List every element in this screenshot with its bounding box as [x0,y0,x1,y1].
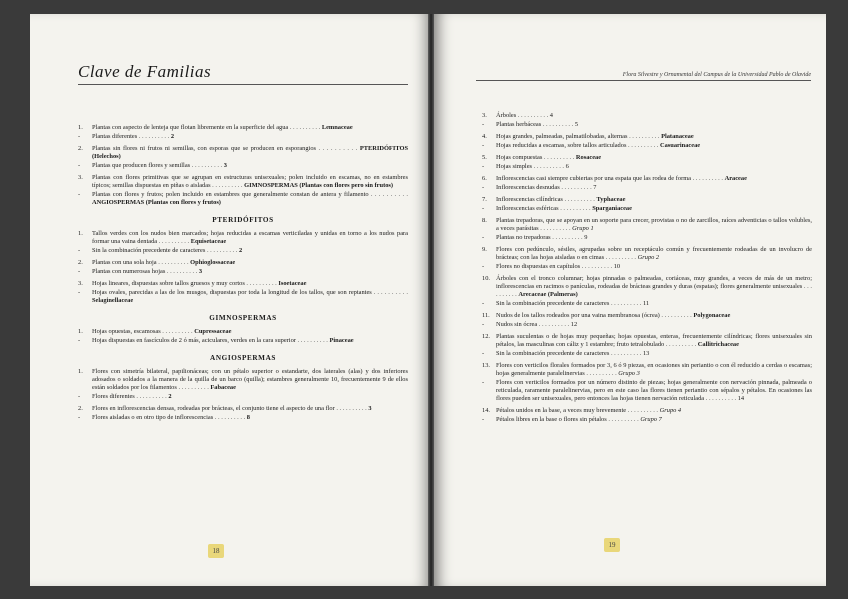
key-entry-description: Plantas con flores y frutos; polen incluido en estambres que generalmente constan de antera y filamento [92,191,369,198]
key-entry-number: 12. [482,333,490,340]
dot-leader: . . . . . . . . . . [190,162,224,169]
key-entry [78,328,408,336]
key-entry-result: Grupo 1 [572,225,594,232]
key-entry-text [496,112,812,120]
key-entry-description: Plantas trepadoras, que se apoyan en un soporte para crecer, provistas o no de zarcillos, raíces adventicias o tallos volubles, a veces parásitas [496,217,812,232]
dot-leader: . . . . . . . . . . [137,133,171,140]
key-entry-number: - [78,289,81,296]
left-page-body [78,124,408,423]
section-title-angiospermas: ANGIOSPERMAS [210,354,276,362]
key-entry-number: - [78,393,81,400]
dot-leader: . . . . . . . . . . [134,393,169,400]
key-entry [78,337,408,345]
key-entry [78,230,408,246]
key-entry-description: Hojas simples [496,163,533,170]
key-entry [482,133,812,141]
key-entry-number: 3. [78,174,83,181]
key-entry-result: Arecaceae (Palmeras) [518,291,578,298]
key-entry-description: Inflorescencias esféricas [496,205,559,212]
key-entry-description: Pétalos libres en la base o flores sin pétalos [496,416,607,423]
key-entry-text [496,312,812,320]
key-entry [78,162,408,170]
dot-leader: . . . . . . . . . . [580,263,614,270]
key-entry-number: - [482,163,485,170]
key-entries-right [482,112,812,424]
key-entry-number: 11. [482,312,490,319]
dot-leader: . . . . . . . . . . [516,112,550,119]
key-entry-description: Plantas diferentes [92,133,138,140]
key-entry-result: 3 [198,268,203,275]
key-entry-text [496,416,812,424]
key-entry-result: Rosaceae [575,154,602,161]
dot-leader: . . . . . . . . . . [559,184,594,191]
key-entry-description: Nudos de los tallos rodeados por una vaina membranosa (ócrea) [496,312,660,319]
key-entry-result: PTERIDÓFITOS (Helechos) [92,145,408,160]
key-entry-number: - [78,162,81,169]
dot-leader: . . . . . . . . . . [537,321,571,328]
key-entries-gimnospermas [78,328,408,345]
key-entry [78,414,408,422]
dot-leader: . . . . . . . . . . [664,341,698,348]
key-entry [482,217,812,233]
key-entry-result: Polygonaceae [693,312,731,319]
right-page-body [482,112,812,425]
key-entry-text [496,196,812,204]
key-entry-text [496,275,812,299]
key-entry-text [92,280,408,288]
key-entry [78,191,408,207]
dot-leader: . . . . . . . . . . [558,205,593,212]
key-entry [482,196,812,204]
key-entry-text [92,337,408,345]
key-entry-text [496,246,812,262]
key-entry-text [496,379,812,403]
dot-leader: . . . . . . . . . . [627,133,662,140]
key-entry-description: Plantas no trepadoras [496,234,551,241]
key-entry [482,312,812,320]
key-entry-result: Grupo 2 [637,254,660,261]
key-entry-number: 13. [482,362,490,369]
key-entry-result: Callitrichaceae [697,341,739,348]
key-entry-description: Hojas lineares, dispuestas sobre tallos gruesos y muy cortos [92,280,245,287]
key-entry-result: Platanaceae [661,133,694,140]
key-entry-number: 2. [78,259,83,266]
key-entry-text [92,289,408,305]
key-entry [78,405,408,413]
key-entry-description: Flores no dispuestas en capítulos [496,263,581,270]
key-entry-result: Grupo 4 [659,407,682,414]
key-entry-result: Araceae [724,175,747,182]
key-entry [482,416,812,424]
key-entry-text [92,145,408,161]
key-entry-description: Nudos sin ócrea [496,321,538,328]
key-entry-description: Plantas con numerosas hojas [92,268,166,275]
dot-leader: . . . . . . . . . . [334,405,369,412]
key-entry-result: 4 [549,112,553,119]
key-entry-number: 2. [78,405,83,412]
dot-leader: . . . . . . . . . . [704,395,738,402]
key-entry-text [496,184,812,192]
key-entry-result: GIMNOSPERMAS (Plantas con flores pero sin frutos) [244,182,394,189]
key-entry-text [496,217,812,233]
key-entry-description: Flores diferentes [92,393,135,400]
key-entry [482,142,812,150]
right-page-header: Flora Silvestre y Ornamental del Campus de la Universidad Pablo de Olavide [476,72,811,81]
key-entry [482,112,812,120]
key-entry-number: - [482,300,485,307]
key-entry-description: Sin la combinación precedente de caracteres [92,247,206,254]
key-entry-text [92,162,408,170]
dot-leader: . . . . . . . . . . [606,416,641,423]
key-entry-number: 10. [482,275,490,282]
dot-leader: . . . . . . . . . . [156,259,191,266]
key-entry-number: 14. [482,407,490,414]
key-entry-text [92,230,408,246]
right-page [434,14,826,586]
key-entry-result: 2 [170,133,175,140]
key-entry-description: Plantas que producen flores y semillas [92,162,191,169]
key-entry-number: 8. [482,217,487,224]
key-entry-result: Ophioglossaceae [190,259,236,266]
key-entry [78,247,408,255]
key-entry [78,289,408,305]
key-entry [482,205,812,213]
key-entry [482,300,812,308]
key-entry-text [92,268,408,276]
key-entry-result: Sparganiaceae [592,205,632,212]
key-entry-result: Isoetaceae [278,280,307,287]
key-entry-number: - [482,416,485,423]
key-entry-text [92,124,408,132]
dot-leader: . . . . . . . . . . [626,142,660,149]
key-entry-text [92,174,408,190]
key-entry-description: Inflorescencias cilíndricas [496,196,563,203]
key-entry [482,175,812,183]
dot-leader: . . . . . . . . . . [205,247,239,254]
dot-leader: . . . . . . . . . . [542,154,576,161]
key-entry-number: 3. [78,280,83,287]
page-number-right: 19 [604,538,620,552]
dot-leader: . . . . . . . . . . [609,350,643,357]
key-entry-text [496,333,812,349]
key-entry-result: 12 [570,321,578,328]
key-entry-text [92,368,408,392]
dot-leader: . . . . . . . . . . [541,121,575,128]
key-entry-description: Inflorescencias casi siempre cubiertas por una espata que las rodea de forma [496,175,692,182]
key-entry-number: 5. [482,154,487,161]
key-entry [78,268,408,276]
dot-leader: . . . . . . . . . . [371,289,409,296]
key-entry-result: 14 [737,395,745,402]
dot-leader: . . . . . . . . . . [609,300,643,307]
key-entry-description: Tallos verdes con los nudos bien marcados; hojas reducidas a escamas verticiladas y unidas en torno a los nudos para formar una vaina dentada [92,230,408,245]
key-entry-result: 11 [642,300,650,307]
key-entry [482,246,812,262]
key-entry [482,362,812,378]
key-entry-text [92,133,408,141]
key-entry-number: - [78,414,81,421]
key-entry-result: 6 [565,163,569,170]
key-entry-description: Pétalos unidos en la base, a veces muy brevemente [496,407,627,414]
key-entry-result: 2 [168,393,172,400]
page-number-left: 18 [208,544,224,558]
key-entry-result: Pinaceae [329,337,354,344]
key-entry [482,275,812,299]
key-entry-text [496,350,812,358]
key-entry-result: Grupo 7 [640,416,662,423]
dot-leader: . . . . . . . . . . [691,175,725,182]
key-entry-result: Equisetaceae [190,238,227,245]
key-entry [78,368,408,392]
key-entry-description: Sin la combinación precedente de caracteres [496,350,610,357]
dot-leader: . . . . . . . . . . [210,182,245,189]
section-title-gimnospermas: GIMNOSPERMAS [209,314,277,322]
key-entry-text [496,407,812,415]
dot-leader: . . . . . . . . . . [496,283,812,298]
key-entry-number: 2. [78,145,83,152]
key-entry [482,263,812,271]
key-entry-description: Plantas con una sola hoja [92,259,157,266]
key-entry-result: 3 [368,405,372,412]
dot-leader: . . . . . . . . . . [538,225,573,232]
key-entry-description: Hojas compuestas [496,154,543,161]
key-entry-description: Árboles [496,112,517,119]
key-entry-result: Cupressaceae [194,328,232,335]
key-entry-description: Plantas con aspecto de lenteja que flotan libremente en la superficie del agua [92,124,289,131]
key-entry-text [496,362,812,378]
dot-leader: . . . . . . . . . . [532,163,566,170]
dot-leader: . . . . . . . . . . [295,337,330,344]
section-title-pteridofitos: PTERIDÓFITOS [212,216,274,224]
key-entry-description: Plantas sin flores ni frutos ni semillas, con esporas que se producen en esporangios [92,145,317,152]
key-entry-number: - [482,184,485,191]
key-entry-number: 4. [482,133,487,140]
dot-leader: . . . . . . . . . . [604,254,638,261]
key-entry [78,133,408,141]
key-entry-description: Árboles con el tronco columnar; hojas pinnadas o palmeadas, coriáceas, muy grandes, a veces de más de un metro; inflorescencias en racimos o panículas, rodeadas de brácteas grandes y duras (espatas); flores generalmente unisexuales [496,275,812,290]
key-entry-text [92,328,408,336]
key-entry-description: Hojas dispuestas en fascículos de 2 ó más, aciculares, verdes en la cara superior [92,337,296,344]
key-entries-top [78,124,408,207]
key-entry-text [496,121,812,129]
left-page-header: Clave de Familias [78,62,408,85]
dot-leader: . . . . . . . . . . [176,384,211,391]
dot-leader: . . . . . . . . . . [157,238,191,245]
key-entry-description: Flores con pedúnculo, sésiles, agrupadas sobre un receptáculo común y frecuentemente rodeadas de un involucro de brácteas; con las hojas aisladas o en cimas [496,246,812,261]
key-entry-description: Inflorescencias desnudas [496,184,560,191]
key-entry [482,350,812,358]
dot-leader: . . . . . . . . . . [550,234,585,241]
key-entry [482,163,812,171]
dot-leader: . . . . . . . . . . [659,312,694,319]
key-entry-result: 3 [223,162,227,169]
key-entry-result: Fabaceae [210,384,236,391]
key-entry [78,174,408,190]
key-entry-text [92,247,408,255]
key-entry-number: - [78,133,81,140]
key-entry-text [92,414,408,422]
dot-leader: . . . . . . . . . . [316,145,360,152]
key-entry-number: - [482,121,485,128]
key-entry [482,121,812,129]
key-entry-result: 10 [613,263,621,270]
dot-leader: . . . . . . . . . . [626,407,660,414]
key-entry-description: Hojas grandes, palmeadas, palmatilobadas, alternas [496,133,628,140]
key-entry-description: Flores aisladas o en otro tipo de inflorescencias [92,414,214,421]
key-entry-number: - [78,268,81,275]
key-entry-result: 5 [574,121,579,128]
key-entry-description: Hojas ovales, parecidas a las de los musgos, dispuestas por toda la longitud de los tallos, que son reptantes [92,289,372,296]
key-entry-number: 9. [482,246,487,253]
key-entry [78,280,408,288]
key-entry-description: Plantas suculentas o de hojas muy pequeñas; hojas opuestas, enteras, frecuentemente cilíndricas; flores unisexuales sin pétalos, las masculinas con cáliz y 1 estambre; fruto tetralobulado [496,333,812,348]
key-entry-description: Hojas opuestas, escamosas [92,328,161,335]
key-entry-number: - [482,263,485,270]
key-entry-result: 7 [593,184,597,191]
key-entry [482,407,812,415]
dot-leader: . . . . . . . . . . [213,414,247,421]
key-entry-number: - [482,379,485,386]
dot-leader: . . . . . . . . . . [562,196,597,203]
dot-leader: . . . . . . . . . . [288,124,322,131]
key-entry-result: 13 [642,350,650,357]
key-entry [78,145,408,161]
key-entry-description: Flores con verticilos formados por un número distinto de piezas; hojas generalmente con nervación pinnada, palmeada o reticulada, raramente paralelinervias, pero en este caso las flores tienen periantio con sépalos y pétalos. En ocasiones las flores pueden ser unisexuales, pero entonces las hojas tienen nervación reticulada [496,379,812,402]
key-entry [78,259,408,267]
key-entry-text [496,163,812,171]
key-entry-text [496,142,812,150]
key-entry-text [92,393,408,401]
key-entry-result: ANGIOSPERMAS (Plantas con flores y frutos) [92,199,221,206]
key-entry-text [496,234,812,242]
dot-leader: . . . . . . . . . . [165,268,199,275]
key-entry-number: 1. [78,124,83,131]
key-entry-number: - [482,321,485,328]
key-entry [482,154,812,162]
key-entry [482,321,812,329]
key-entry-description: Flores con verticilos florales formados por 3, 6 ó 9 piezas, en ocasiones sin periantio o con él reducido a cerdas o escamas; hojas generalmente paralelinervias [496,362,812,377]
key-entry-number: - [78,191,81,198]
key-entry-description: Plantas herbáceas [496,121,542,128]
key-entry-text [496,154,812,162]
key-entry-number: - [78,337,81,344]
key-entry-text [92,405,408,413]
key-entry-result: 8 [246,414,250,421]
key-entry-number: - [482,350,485,357]
key-entry [482,333,812,349]
key-entry-number: 1. [78,328,83,335]
key-entries-pteridofitos [78,230,408,305]
key-entry-number: 7. [482,196,487,203]
key-entry-number: 1. [78,368,83,375]
dot-leader: . . . . . . . . . . [244,280,279,287]
key-entry-result: 9 [584,234,588,241]
key-entry-description: Flores en inflorescencias densas, rodeadas por brácteas, el conjunto tiene el aspecto de una flor [92,405,335,412]
key-entry-result: Casuarinaceae [660,142,701,149]
dot-leader: . . . . . . . . . . [368,191,408,198]
key-entry-text [496,300,812,308]
key-entry-number: 3. [482,112,487,119]
key-entry-text [496,175,812,183]
key-entry-number: - [482,142,485,149]
key-entry-text [496,133,812,141]
key-entry-text [496,321,812,329]
key-entry-number: 6. [482,175,487,182]
dot-leader: . . . . . . . . . . [584,370,619,377]
key-entry [482,234,812,242]
dot-leader: . . . . . . . . . . [160,328,195,335]
key-entry-number: - [78,247,81,254]
key-entry-number: - [482,205,485,212]
key-entries-angiospermas [78,368,408,422]
key-entry-result: Typhaceae [596,196,626,203]
key-entry-number: - [482,234,485,241]
key-entry-description: Sin la combinación precedente de caracteres [496,300,610,307]
key-entry-description: Hojas reducidas a escamas, sobre tallos articulados [496,142,627,149]
key-entry [78,393,408,401]
key-entry-text [496,205,812,213]
key-entry [482,184,812,192]
key-entry-result: Lemnaceae [321,124,353,131]
key-entry [78,124,408,132]
key-entry-result: 2 [238,247,243,254]
key-entry-description: Plantas con flores primitivas que se agrupan en estructuras unisexuales; polen incluido en escamas, no en estambres típicos; semillas dispuestas en piñas o aisladas [92,174,408,189]
key-entry-result: Selaginellaceae [92,297,134,304]
left-page [30,14,428,586]
key-entry-description: Flores con simetría bilateral, papilionáceas; con un pétalo superior o estandarte, dos laterales (alas) y dos inferiores adosados o soldados a la manera de la quilla de un barco (quilla); estambres generalmente 10, frecuentemente 9 de ellos están soldados por los filamentos [92,368,408,391]
key-entry [482,379,812,403]
key-entry-text [92,191,408,207]
key-entry-text [92,259,408,267]
key-entry-result: Grupo 3 [618,370,640,377]
key-entry-text [496,263,812,271]
key-entry-number: 1. [78,230,83,237]
